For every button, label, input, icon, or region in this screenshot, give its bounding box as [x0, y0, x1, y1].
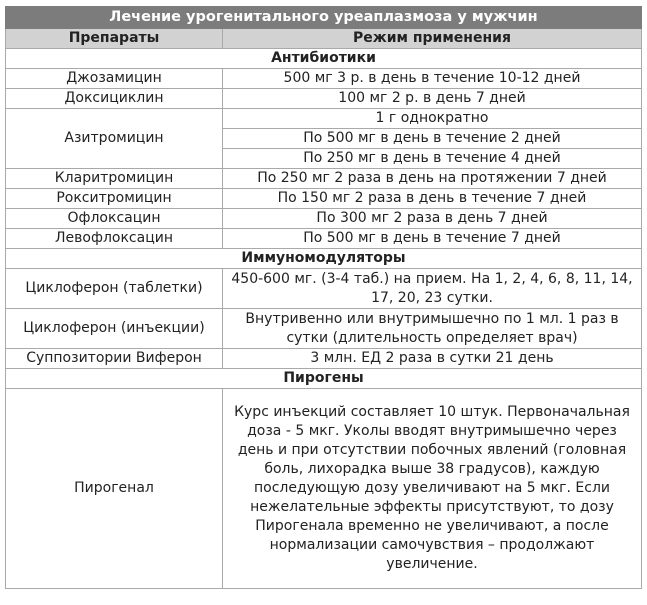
drug-name: Пирогенал [6, 389, 223, 589]
table-row [6, 109, 642, 129]
section-row [6, 49, 642, 69]
section-title-antibiotics: Антибиотики [6, 49, 642, 69]
regimen-text: 3 млн. ЕД 2 раза в сутки 21 день [223, 349, 642, 369]
section-row [6, 249, 642, 269]
regimen-text: По 300 мг 2 раза в день 7 дней [223, 209, 642, 229]
regimen-text: 100 мг 2 р. в день 7 дней [223, 89, 642, 109]
regimen-text: По 250 мг 2 раза в день на протяжении 7 дней [223, 169, 642, 189]
table-title: Лечение урогенитального уреаплазмоза у мужчин [6, 7, 642, 29]
section-row [6, 369, 642, 389]
table-row [6, 349, 642, 369]
column-header-drugs: Препараты [6, 29, 223, 49]
table-row [6, 209, 642, 229]
regimen-text: Внутривенно или внутримышечно по 1 мл. 1 раз в сутки (длительность определяет врач) [223, 309, 642, 349]
drug-name: Офлоксацин [6, 209, 223, 229]
drug-name: Циклоферон (таблетки) [6, 269, 223, 309]
regimen-text: 1 г однократно [223, 109, 642, 129]
table-row [6, 169, 642, 189]
table-row [6, 309, 642, 349]
table-row [6, 189, 642, 209]
column-header-row [6, 29, 642, 49]
regimen-text: По 150 мг 2 раза в день в течение 7 дней [223, 189, 642, 209]
drug-name: Джозамицин [6, 69, 223, 89]
drug-name: Доксициклин [6, 89, 223, 109]
treatment-table [5, 6, 642, 589]
column-header-regimen: Режим применения [223, 29, 642, 49]
drug-name: Азитромицин [6, 109, 223, 169]
regimen-text: 500 мг 3 р. в день в течение 10-12 дней [223, 69, 642, 89]
regimen-text: По 500 мг в день в течение 2 дней [223, 129, 642, 149]
drug-name: Суппозитории Виферон [6, 349, 223, 369]
regimen-text: По 250 мг в день в течение 4 дней [223, 149, 642, 169]
regimen-text: Курс инъекций составляет 10 штук. Первоначальная доза - 5 мкг. Уколы вводят внутримышечно через день и при отсутствии побочных явлений (головная боль, лихорадка выше 38 градусов), каждую последующую дозу увеличивают на 5 мкг. Если нежелательные эффекты присутствуют, то дозу Пирогенала временно не увеличивают, а после нормализации самочувствия – продолжают увеличение. [223, 389, 642, 589]
table-row [6, 89, 642, 109]
drug-name: Левофлоксацин [6, 229, 223, 249]
table-title-row [6, 7, 642, 29]
table-row [6, 69, 642, 89]
table-row [6, 229, 642, 249]
regimen-text: 450-600 мг. (3-4 таб.) на прием. На 1, 2, 4, 6, 8, 11, 14, 17, 20, 23 сутки. [223, 269, 642, 309]
drug-name: Рокситромицин [6, 189, 223, 209]
section-title-pyrogens: Пирогены [6, 369, 642, 389]
treatment-table-container [5, 6, 642, 589]
regimen-text: По 500 мг в день в течение 7 дней [223, 229, 642, 249]
drug-name: Циклоферон (инъекции) [6, 309, 223, 349]
section-title-immunomodulators: Иммуномодуляторы [6, 249, 642, 269]
table-row [6, 269, 642, 309]
table-row [6, 389, 642, 589]
drug-name: Кларитромицин [6, 169, 223, 189]
